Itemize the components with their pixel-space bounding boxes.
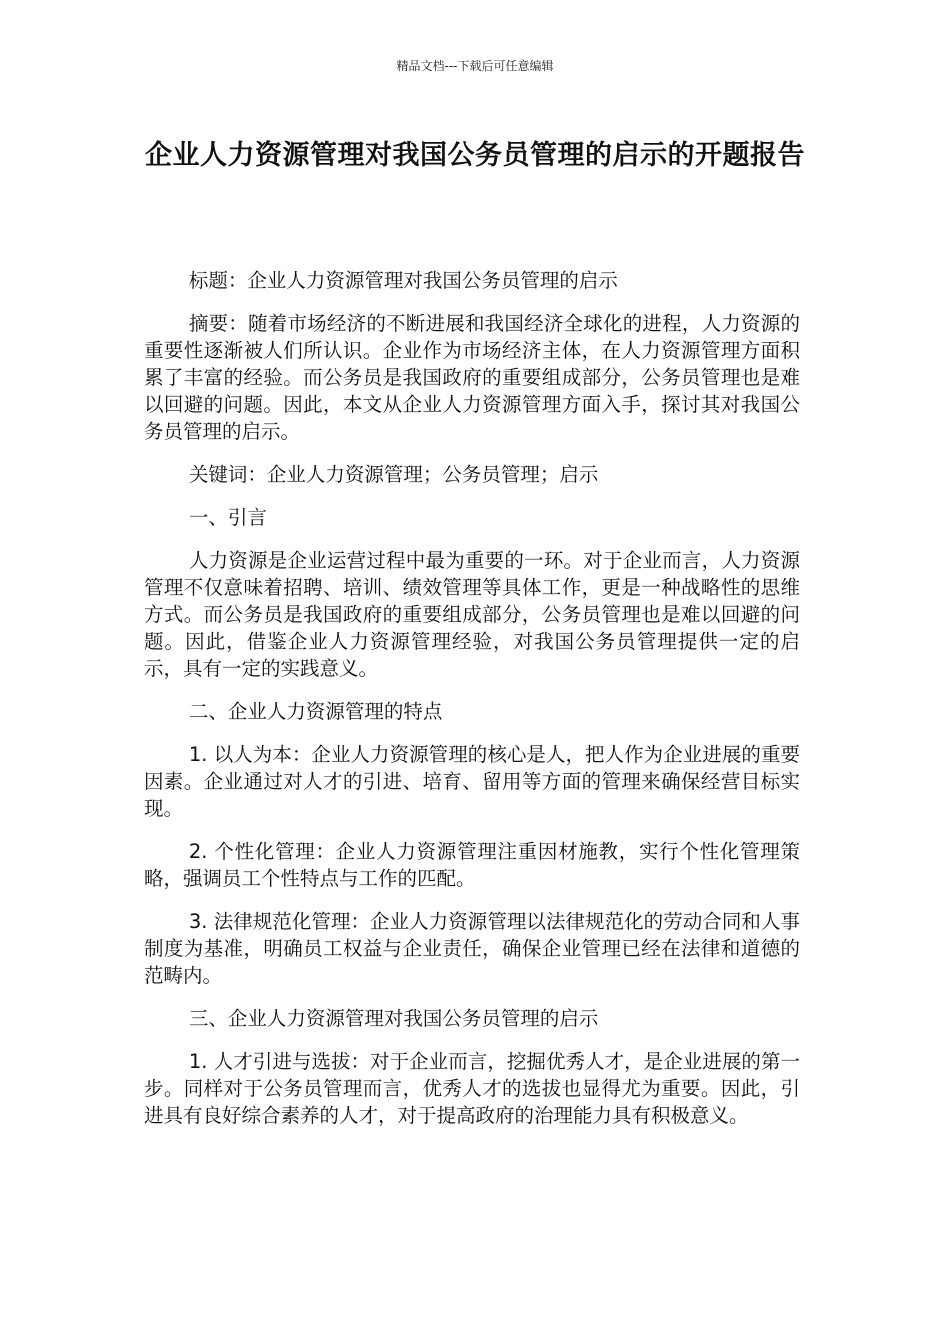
title-line-paragraph: 标题：企业人力资源管理对我国公务员管理的启示	[188, 269, 618, 292]
header-note: 精品文档---下载后可任意编辑	[396, 59, 554, 73]
section-heading-characteristics: 二、企业人力资源管理的特点	[188, 700, 443, 723]
characteristic-item-2: 2. 个性化管理：企业人力资源管理注重因材施教，实行个性化管理策略，强调员工个性特点与工作的匹配。	[144, 840, 800, 890]
characteristic-item-3: 3. 法律规范化管理：企业人力资源管理以法律规范化的劳动合同和人事制度为基准，明确员工权益与企业责任，确保企业管理已经在法律和道德的范畴内。	[144, 910, 800, 987]
section-heading-implications: 三、企业人力资源管理对我国公务员管理的启示	[188, 1007, 599, 1030]
implication-item-1: 1. 人才引进与选拔：对于企业而言，挖掘优秀人才，是企业进展的第一步。同样对于公务员管理而言，优秀人才的选拔也显得尤为重要。因此，引进具有良好综合素养的人才，对于提高政府的治理能力具有积极意义。	[144, 1050, 800, 1127]
document-body	[144, 267, 800, 1145]
section-heading-introduction: 一、引言	[188, 506, 267, 529]
introduction-paragraph: 人力资源是企业运营过程中最为重要的一环。对于企业而言，人力资源管理不仅意味着招聘、培训、绩效管理等具体工作，更是一种战略性的思维方式。而公务员是我国政府的重要组成部分，公务员管理也是难以回避的问题。因此，借鉴企业人力资源管理经验，对我国公务员管理提供一定的启示，具有一定的实践意义。	[144, 549, 800, 680]
keywords-paragraph: 关键词：企业人力资源管理；公务员管理；启示	[188, 463, 599, 486]
abstract-paragraph: 摘要：随着市场经济的不断进展和我国经济全球化的进程，人力资源的重要性逐渐被人们所认识。企业作为市场经济主体，在人力资源管理方面积累了丰富的经验。而公务员是我国政府的重要组成部分，公务员管理也是难以回避的问题。因此，本文从企业人力资源管理方面入手，探讨其对我国公务员管理的启示。	[144, 312, 800, 443]
characteristic-item-1: 1. 以人为本：企业人力资源管理的核心是人，把人作为企业进展的重要因素。企业通过对人才的引进、培育、留用等方面的管理来确保经营目标实现。	[144, 743, 800, 820]
document-title: 企业人力资源管理对我国公务员管理的启示的开题报告	[145, 140, 805, 171]
